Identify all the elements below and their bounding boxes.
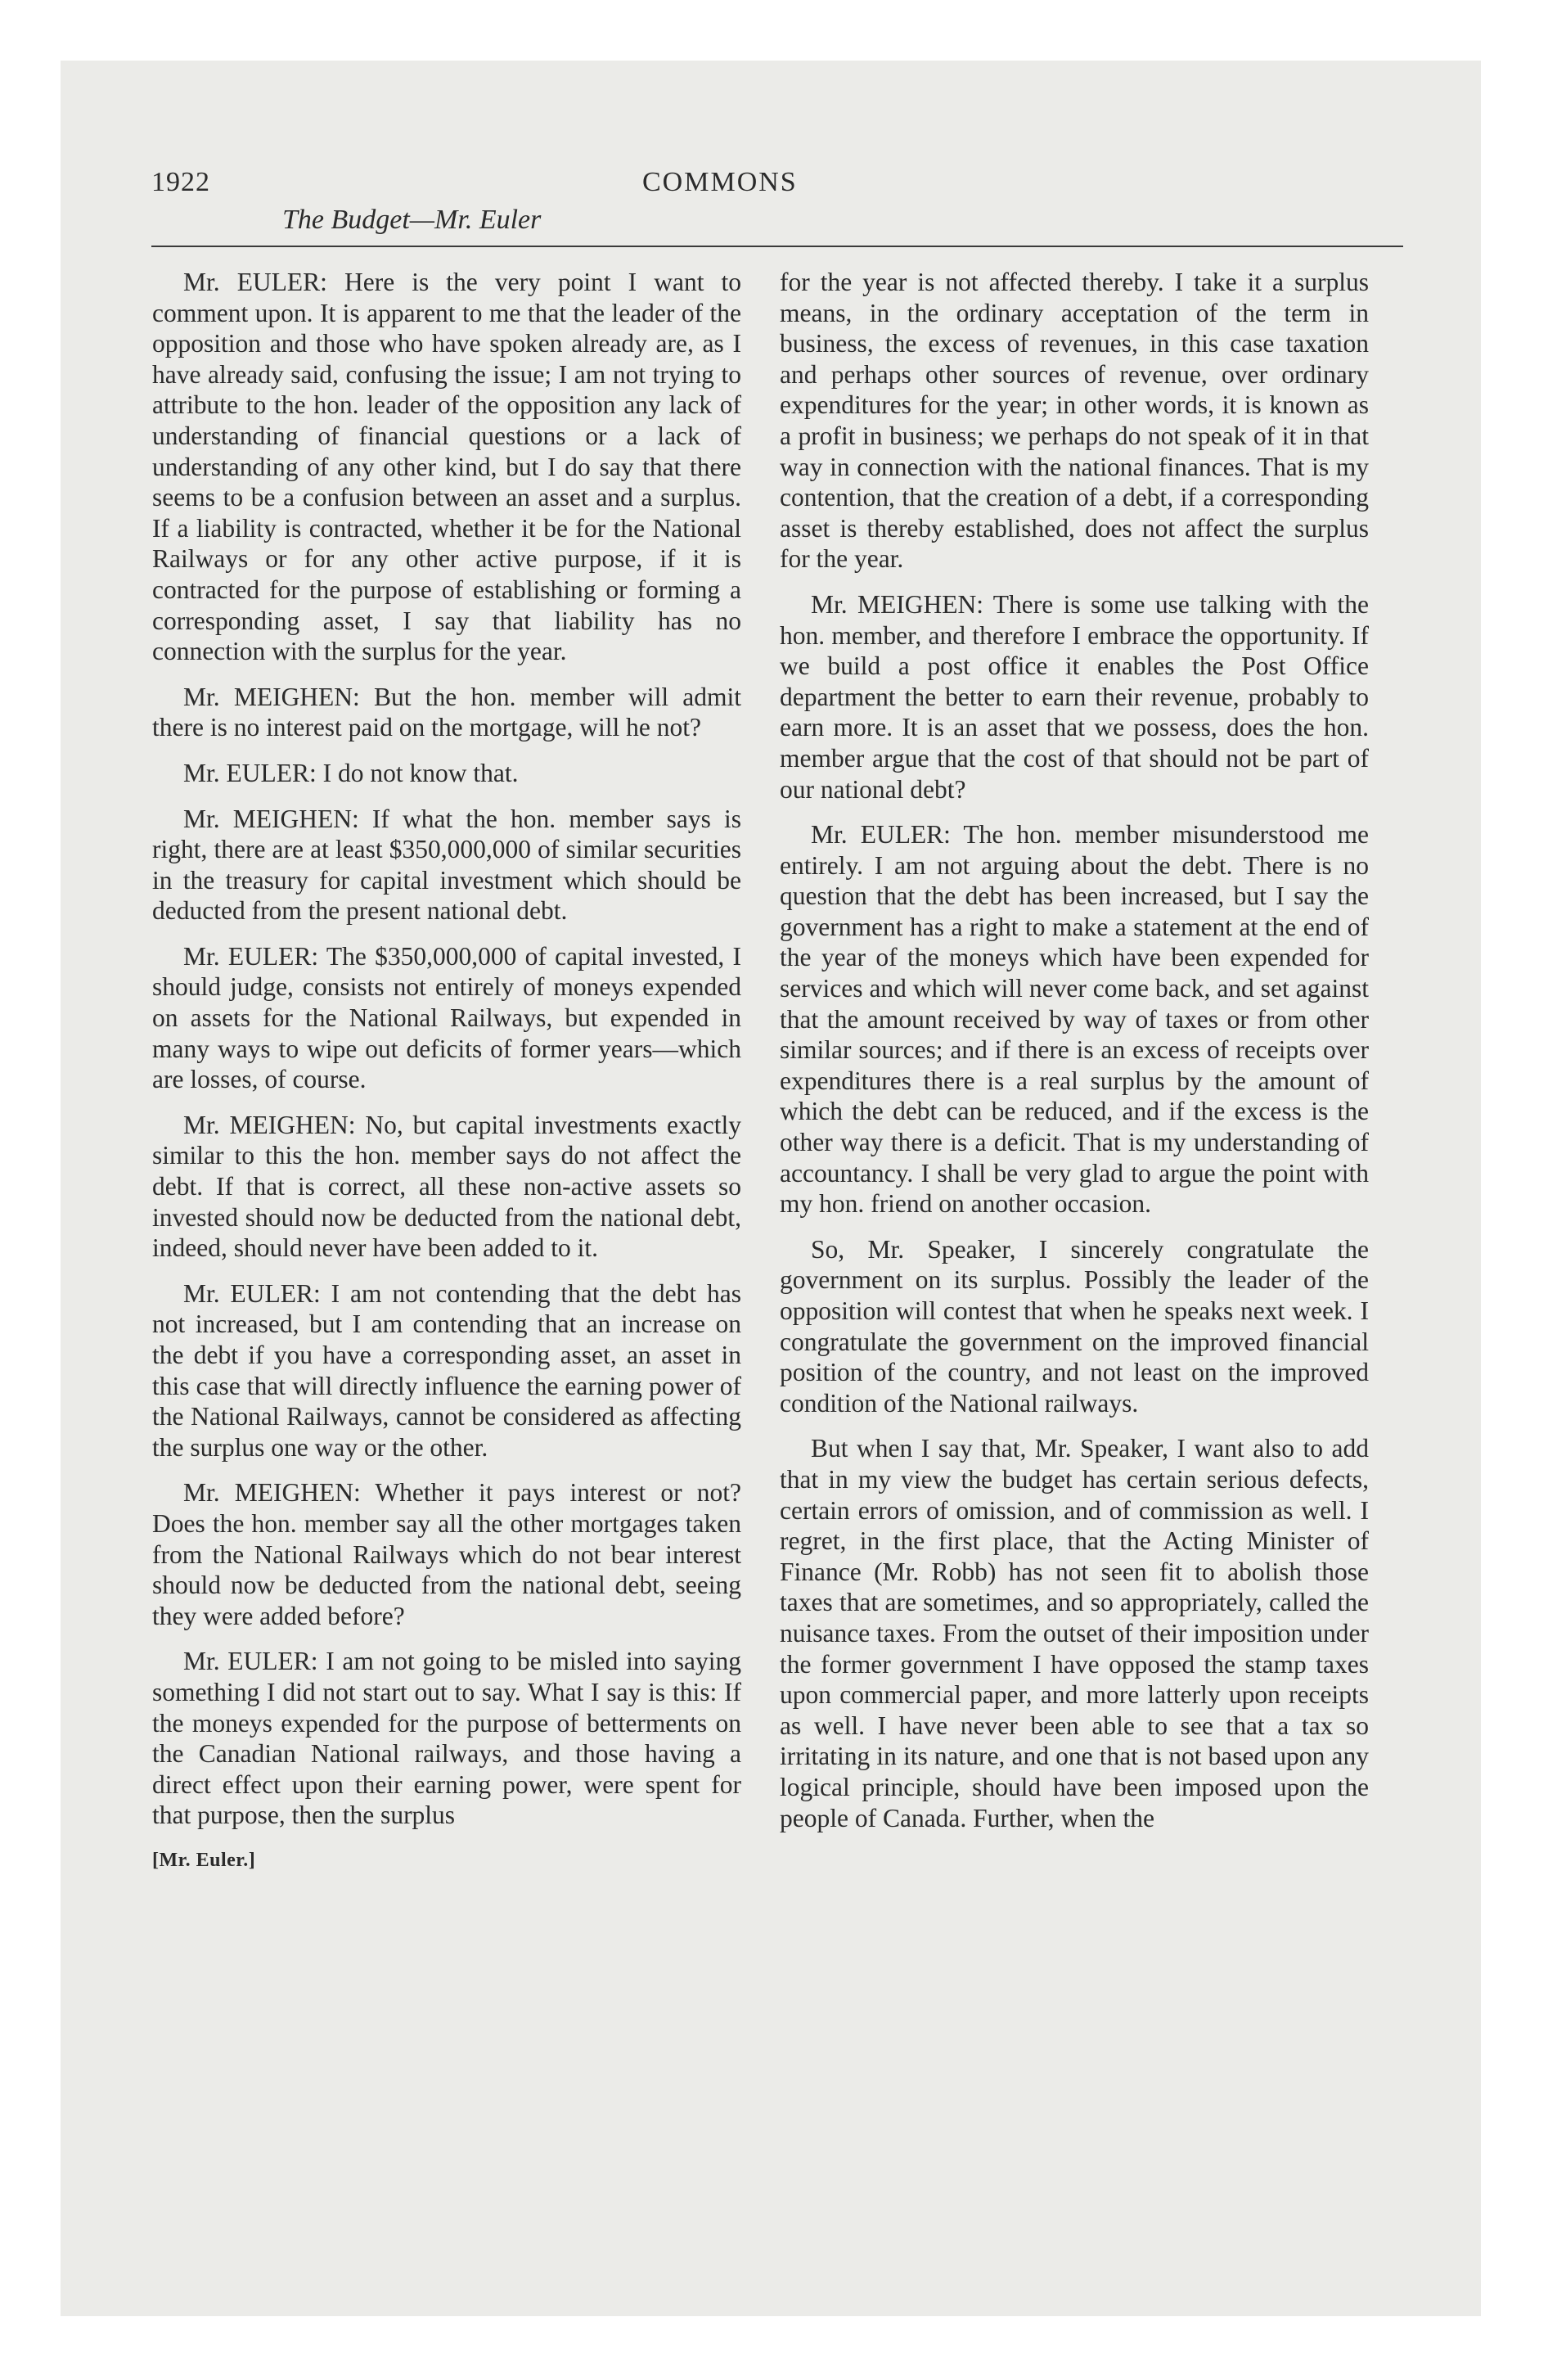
paragraph: Mr. EULER: I do not know that. <box>183 758 519 787</box>
paragraph: Mr. MEIGHEN: But the hon. member will admit there is no interest paid on the mortgage, will he not? <box>152 682 741 742</box>
paragraph: Mr. EULER: Here is the very point I want to comment upon. It is apparent to me that the leader of the opposition and those who have spoken already are, as I have already said, confusing the issue; I am not trying to attribute to the hon. leader of the opposition any lack of understanding of financial questions or a lack of understanding of any other kind, but I do say that there seems to be a confusion between an asset and a surplus. If a liability is contracted, whether it be for the National Railways or for any other active purpose, if it is contracted for the purpose of establishing or forming a corresponding asset, I say that liability has no connection with the surplus for the year. <box>152 268 741 666</box>
right-column <box>780 267 1369 1848</box>
page-number: 1922 <box>151 167 210 197</box>
paragraph: But when I say that, Mr. Speaker, I want also to add that in my view the budget has certain serious defects, certain errors of omission, and of commission as well. I regret, in the first place, that the Acting Minister of Finance (Mr. Robb) has not seen fit to abolish those taxes that are sometimes, and so appropriately, called the nuisance taxes. From the outset of their imposition under the former government I have opposed the stamp taxes upon commercial paper, and more latterly upon receipts as well. I have never been able to see that a tax so irritating in its nature, and one that is not based upon any logical principle, should have been imposed upon the people of Canada. Further, when the <box>780 1434 1369 1832</box>
paragraph: Mr. EULER: I am not contending that the debt has not increased, but I am contending that an increase on the debt if you have a corresponding asset, an asset in this case that will directly influence the earning power of the National Railways, cannot be considered as affecting the surplus one way or the other. <box>152 1278 741 1462</box>
paragraph: for the year is not affected thereby. I take it a surplus means, in the ordinary acceptation of the term in business, the excess of revenues, in this case taxation and perhaps other sources of revenue, over ordinary expenditures for the year; in other words, it is known as a profit in business; we perhaps do not speak of it in that way in connection with the national finances. That is my contention, that the creation of a debt, if a corresponding asset is thereby established, does not affect the surplus for the year. <box>780 268 1369 574</box>
paragraph: Mr. MEIGHEN: No, but capital investments exactly similar to this the hon. member says do not affect the debt. If that is correct, all these non-active assets so invested should now be deducted from the national debt, indeed, should never have been added to it. <box>152 1110 741 1263</box>
left-column <box>152 267 741 1877</box>
paragraph: Mr. EULER: The hon. member misunderstood me entirely. I am not arguing about the debt. There is no question that the debt has been increased, but I say the government has a right to make a statement at the end of the year of the moneys which have been expended for services and which will never come back, and set against that the amount received by way of taxes or from other similar sources; and if there is an excess of receipts over expenditures there is a real surplus by the amount of which the debt can be reduced, and if the excess is the other way there is a deficit. That is my understanding of accountancy. I shall be very glad to argue the point with my hon. friend on another occasion. <box>780 820 1369 1219</box>
running-head: The Budget—Mr. Euler <box>282 205 542 235</box>
paragraph: Mr. EULER: The $350,000,000 of capital invested, I should judge, consists not entirely of moneys expended on assets for the National Railways, but expended in many ways to wipe out deficits of former years—which are losses, of course. <box>152 941 741 1094</box>
speaker-footer: [Mr. Euler.] <box>152 1849 256 1871</box>
paragraph: Mr. EULER: I am not going to be misled into saying something I did not start out to say. What I say is this: If the moneys expended for the purpose of betterments on the Canadian National railways, and those having a direct effect upon their earning power, were spent for that purpose, then the surplus <box>152 1647 741 1830</box>
paragraph: Mr. MEIGHEN: Whether it pays interest or not? Does the hon. member say all the other mortgages taken from the National Railways which do not bear interest should now be deducted from the national debt, seeing they were added before? <box>152 1478 741 1630</box>
paragraph: Mr. MEIGHEN: If what the hon. member says is right, there are at least $350,000,000 of similar securities in the treasury for capital investment which should be deducted from the present national debt. <box>152 804 741 926</box>
header-rule <box>151 246 1403 247</box>
paragraph: Mr. MEIGHEN: There is some use talking with the hon. member, and therefore I embrace the opportunity. If we build a post office it enables the Post Office department the better to earn their revenue, probably to earn more. It is an asset that we possess, does the hon. member argue that the cost of that should not be part of our national debt? <box>780 589 1369 804</box>
paragraph: So, Mr. Speaker, I sincerely congratulate the government on its surplus. Possibly the leader of the opposition will contest that when he speaks next week. I congratulate the government on the improved financial position of the country, and not least on the improved condition of the National railways. <box>780 1234 1369 1418</box>
page-header <box>151 105 1403 236</box>
page-title: COMMONS <box>642 167 798 197</box>
